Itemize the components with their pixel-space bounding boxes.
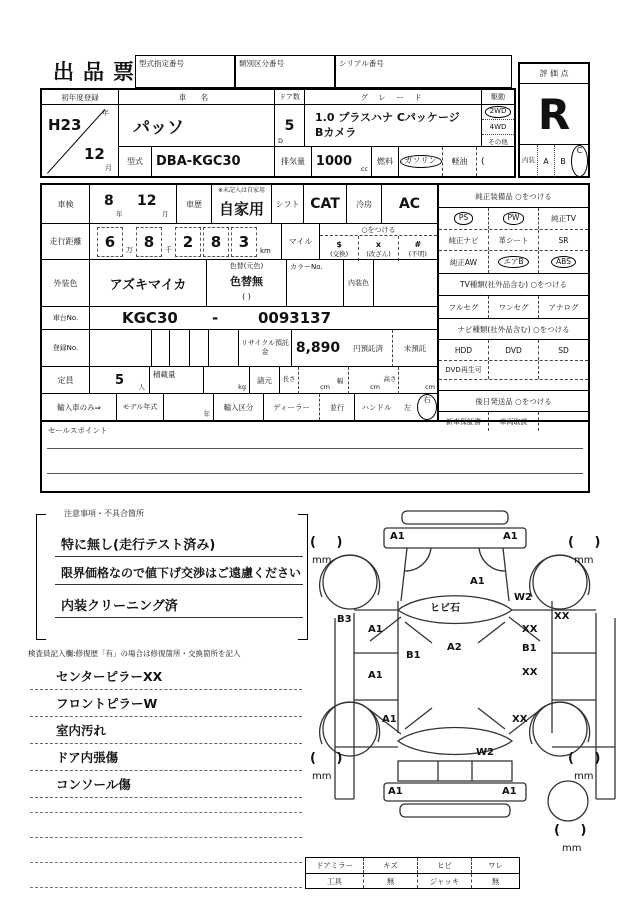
mile-txt: (改ざん) (366, 249, 391, 258)
doors-cell (275, 105, 305, 147)
damage-rear-window: W2 (476, 747, 494, 758)
damage-front-bumper-left: A1 (390, 531, 405, 542)
inspector-empty-line (30, 862, 302, 863)
shaken-cell (90, 185, 177, 224)
cm-unit: cm (320, 383, 330, 391)
car-name-label: 車 名 (119, 90, 275, 105)
length-label: 長さ (280, 367, 298, 394)
inspector-line-2: フロントピラーW (30, 693, 302, 717)
recycle-label: リサイクル預託金 (239, 330, 292, 367)
reg-cell-2 (152, 330, 170, 367)
tv-type-header: TV種類(社外品含む) ○をつける (439, 274, 588, 296)
damage-right-fender-side: XX (554, 611, 570, 622)
import-label: 輸入車のみ⇒ (42, 394, 117, 420)
mm-unit: mm (574, 555, 594, 566)
interior-color-cell (374, 260, 437, 307)
evaluation-header: 評 価 点 (520, 64, 588, 84)
recolor-paren: ( ) (242, 291, 251, 301)
damage-windshield: ヒビ石 (430, 603, 460, 614)
year-unit: 年 (102, 109, 109, 117)
damage-right-rear-door: XX (522, 667, 538, 678)
mm-bracket: ( ) (568, 751, 609, 766)
sales-line-1 (47, 448, 583, 449)
equipment-column (437, 185, 588, 426)
inspector-line-1: センターピラーXX (30, 666, 302, 690)
displacement-label: 排気量 (275, 147, 312, 176)
ac-value: AC (382, 185, 437, 224)
mile-option-exchange (320, 236, 358, 261)
handle-right: 右 (417, 394, 437, 420)
shaken-month: 12 (137, 193, 157, 209)
navi-option-hdd: HDD (454, 345, 473, 355)
history-label: 車歴 (177, 185, 212, 224)
mm-unit: mm (312, 555, 332, 566)
damage-front-bumper-right: A1 (503, 531, 518, 542)
drive-cell (482, 105, 514, 147)
color-no-label: カラーNo. (290, 263, 323, 271)
equip-item-sr: SR (558, 235, 569, 245)
damage-right-quarter: XX (512, 714, 528, 725)
tv-option-full: フルセグ (448, 302, 479, 312)
model-label: 型式 (119, 147, 152, 176)
shaken-month-unit: 月 (162, 210, 169, 218)
cm-unit: cm (425, 383, 435, 391)
spec-label: 諸元 (250, 367, 280, 394)
color-label: 外装色 (42, 260, 90, 307)
import-class-label: 輸入区分 (214, 394, 264, 420)
ship-option-manual: 車両取説 (488, 412, 538, 431)
tools-cell: 無 (471, 874, 519, 888)
model-year-label: モデル年式 (117, 394, 164, 420)
header-box-class-code (235, 55, 335, 88)
color-no-cell (287, 260, 344, 307)
mileage-digit-1: 2 (175, 227, 201, 257)
mile-label: マイル (282, 224, 320, 260)
mile-txt: (不明) (408, 249, 427, 258)
ac-label: 冷房 (347, 185, 382, 224)
history-value: 自家用 (218, 199, 264, 218)
first-reg-label: 初年度登録 (42, 90, 119, 105)
inspector-empty-line (30, 837, 302, 838)
damage-roof: A2 (447, 642, 462, 653)
doors-sub: D (278, 137, 284, 145)
reg-cell-4 (190, 330, 209, 367)
tools-cell: キズ (363, 858, 417, 873)
mm-bracket: ( ) (568, 535, 609, 550)
displacement-value: 1000 (315, 154, 353, 169)
mile-txt: (交換) (330, 249, 349, 258)
interior-option-c: C (571, 145, 588, 177)
recolor-value: 色替無 (230, 274, 263, 288)
model-value: DBA-KGC30 (152, 147, 275, 176)
month-unit: 月 (105, 164, 112, 172)
equip-item-leather: 革シート (498, 235, 529, 245)
equip-item-abs: ABS (551, 256, 576, 268)
header-box-model-code (135, 55, 235, 88)
fuel-label: 燃料 (372, 147, 399, 176)
navi-type-header: ナビ種類(社外品含む) ○をつける (439, 319, 588, 340)
capacity-unit: 人 (138, 383, 145, 391)
shift-label: シフト (272, 185, 304, 224)
evaluation-box (518, 62, 590, 178)
dvd-playable: DVD再生可 (445, 366, 482, 374)
interior-option-b: B (554, 145, 571, 177)
equip-item-tv: 純正TV (551, 214, 576, 223)
load-unit: kg (238, 383, 246, 391)
drive-label: 駆動 (482, 90, 514, 105)
reg-label: 登録No. (42, 330, 90, 367)
inspector-line-3: 室内汚れ (30, 720, 302, 744)
interior-color-label: 内装色 (344, 260, 374, 307)
shaken-year-unit: 年 (116, 210, 123, 218)
drive-option-other: その他 (488, 138, 508, 146)
height-cell (398, 367, 437, 394)
bracket-left (36, 514, 46, 640)
import-dealer: ディーラー (273, 402, 310, 412)
shaken-year: 8 (104, 193, 114, 209)
equip-item-navi: 純正ナビ (448, 235, 479, 245)
mile-option-unknown (398, 236, 437, 261)
reg-cell-5 (209, 330, 239, 367)
chassis-cell (90, 307, 437, 330)
equipment-header: 純正装備品 ○をつける (439, 185, 588, 208)
width-label: 幅 (332, 367, 348, 394)
inspector-empty-line (30, 812, 302, 813)
grade-label: グ レ ー ド (305, 90, 482, 105)
mileage-digit-2: 8 (203, 227, 229, 257)
mileage-label: 走行距離 (42, 224, 90, 260)
man-unit: 万 (126, 246, 133, 254)
tools-cell: 無 (363, 874, 417, 888)
reg-cell-3 (170, 330, 190, 367)
inspector-line-5: コンソール傷 (30, 774, 302, 798)
cm-unit: cm (370, 383, 380, 391)
height-label: 高さ (382, 367, 398, 394)
drive-option-4wd: 4WD (489, 123, 507, 131)
model-year-cell (164, 394, 214, 420)
damage-hood: A1 (470, 576, 485, 587)
recycle-not: 未預託 (392, 330, 437, 367)
page-title: 出品票 (53, 60, 143, 84)
mile-circle-note: ○をつける (320, 224, 437, 236)
fuel-paren: ( (476, 147, 514, 176)
sen-unit: 千 (165, 246, 172, 254)
recycle-deposited: 円預託済 (344, 330, 392, 367)
navi-option-sd: SD (538, 340, 588, 360)
chassis-prefix: KGC30 (122, 309, 178, 327)
mileage-cell (90, 224, 282, 260)
header-box-serial (335, 55, 512, 88)
damage-left-front-door: A1 (368, 624, 383, 635)
note-line-3: 内装クリーニング済 (55, 593, 303, 618)
header-box-label: 型式指定番号 (139, 59, 184, 68)
details-table (40, 183, 590, 493)
inspector-line-4: ドア内張傷 (30, 747, 302, 771)
drive-option-2wd: 2WD (485, 106, 512, 118)
damage-rear-right: A1 (502, 786, 517, 797)
mile-options-cell (320, 224, 437, 260)
damage-right-front-door: XX (522, 624, 538, 635)
mile-sym: # (414, 239, 422, 249)
width-cell (348, 367, 382, 394)
mm-bracket: ( ) (310, 535, 351, 550)
doors-label: ドア数 (275, 90, 305, 105)
mile-sym: $ (336, 239, 342, 249)
mileage-sen: 8 (136, 227, 162, 257)
chassis-no: 0093137 (258, 309, 332, 327)
evaluation-grade: R (537, 89, 571, 139)
damage-rear-left: A1 (388, 786, 403, 797)
chassis-dash: - (212, 309, 219, 327)
mileage-digit-3: 3 (231, 227, 257, 257)
interior-option-a: A (537, 145, 554, 177)
load-cell (204, 367, 250, 394)
equip-item-pw: PW (503, 212, 525, 224)
sales-line-2 (47, 473, 583, 474)
model-year-unit: 年 (203, 410, 210, 418)
damage-left-quarter: A1 (382, 714, 397, 725)
damage-right-front-fender: W2 (514, 592, 532, 603)
ship-header: 後日発送品 ○をつける (439, 391, 588, 412)
damage-left-rear-door: A1 (368, 670, 383, 681)
header-box-label: シリアル番号 (339, 59, 384, 68)
reg-cell-1 (90, 330, 152, 367)
damage-right-sill: B1 (522, 643, 537, 654)
tv-option-one: ワンセグ (488, 296, 538, 318)
displacement-unit: cc (360, 165, 368, 173)
ship-option-warranty: 新車保証書 (446, 417, 481, 426)
mile-sym: x (375, 239, 382, 249)
first-reg-year: H23 (48, 116, 82, 134)
header-box-label: 類別区分番号 (239, 59, 284, 68)
tools-cell: ドアミラー (315, 861, 354, 870)
history-cell (212, 185, 272, 224)
chassis-label: 車台No. (42, 307, 90, 330)
navi-option-dvd: DVD (488, 340, 538, 360)
tools-cell: ヒビ (417, 858, 471, 873)
interior-grade-label: 内装 (522, 156, 535, 165)
note-line-1: 特に無し(走行テスト済み) (55, 532, 303, 557)
recycle-amount: 8,890 (292, 330, 344, 367)
tools-cell: ワレ (471, 858, 519, 873)
equip-item-airbag: エアB (498, 256, 528, 268)
mm-unit: mm (312, 771, 332, 782)
tv-option-analog: アナログ (538, 296, 588, 318)
capacity-label: 定員 (42, 367, 90, 394)
mm-unit: mm (562, 843, 582, 854)
handle-left: 左 (403, 402, 412, 412)
mm-bracket: ( ) (554, 823, 595, 838)
first-reg-month: 12 (84, 145, 105, 163)
tools-cell: ジャッキ (417, 874, 471, 888)
shift-value: CAT (304, 185, 347, 224)
fuel-cell-diesel (442, 147, 476, 176)
vehicle-table (40, 88, 516, 178)
import-parallel: 並行 (319, 394, 354, 420)
equip-item-ps: PS (454, 212, 473, 224)
recolor-cell (207, 260, 287, 307)
km-unit: km (260, 247, 271, 255)
fuel-cell-gasoline (399, 147, 442, 176)
damage-left-fender-lower: B3 (337, 614, 352, 625)
displacement-cell (312, 147, 372, 176)
damage-left-sill: B1 (406, 650, 421, 661)
grade-value: 1.0 プラスハナ Cパッケージ Bカメラ (305, 105, 482, 147)
mm-bracket: ( ) (310, 751, 351, 766)
equip-item-aw: 純正AW (449, 257, 478, 267)
recolor-label: 色替(元色) (229, 262, 264, 270)
load-label: 積載量 (150, 367, 204, 394)
doors-value: 5 (284, 117, 295, 134)
note-line-2: 限界価格なので値下げ交渉はご遠慮ください (55, 562, 303, 585)
inspector-header: 検査員記入欄:修復歴「有」の場合は修復箇所・交換箇所を記入 (28, 649, 241, 658)
tools-table (305, 857, 520, 889)
car-name: パッソ (119, 105, 275, 147)
sales-point-label: セールスポイント (48, 426, 108, 435)
history-note: ※未記入は自家用 (217, 187, 266, 194)
mm-unit: mm (574, 771, 594, 782)
tools-cell: 工具 (327, 876, 342, 886)
shaken-label: 車検 (42, 185, 90, 224)
color-value: アズキマイカ (90, 260, 207, 307)
fuel-option-diesel: 軽油 (451, 157, 468, 166)
capacity-value: 5 (114, 372, 125, 388)
fuel-option-gasoline: ガソリン (400, 155, 442, 168)
handle-label: ハンドル (354, 394, 398, 420)
length-cell (298, 367, 332, 394)
car-diagram (310, 503, 640, 855)
mile-option-tamper (358, 236, 397, 261)
first-reg-cell (42, 105, 119, 176)
mileage-man: 6 (97, 227, 123, 257)
inspector-empty-line (30, 887, 302, 888)
capacity-cell (90, 367, 150, 394)
notes-header: 注意事項・不具合箇所 (64, 509, 144, 518)
